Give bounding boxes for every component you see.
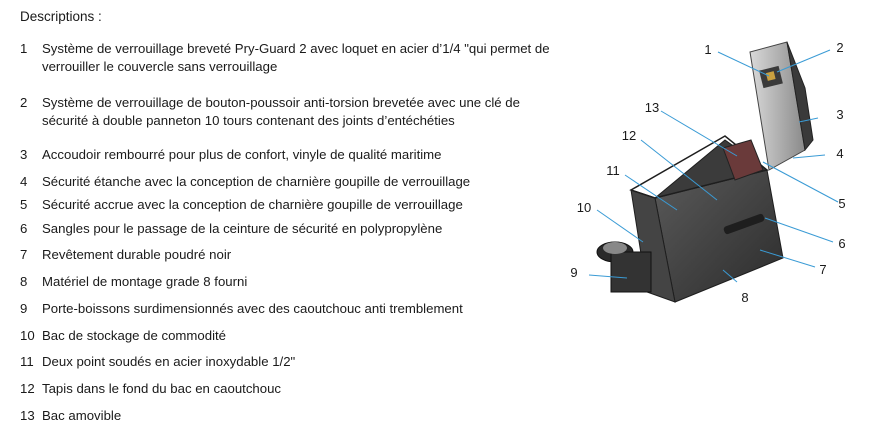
callout-8: 8 — [741, 290, 749, 305]
item-text: Bac amovible — [42, 408, 122, 423]
item-number: 12 — [20, 381, 35, 396]
item-number: 13 — [20, 408, 35, 423]
item-number: 7 — [20, 247, 28, 262]
callout-12: 12 — [621, 128, 637, 143]
item-text: Sangles pour le passage de la ceinture de sécurité en polypropylène — [42, 221, 443, 236]
lid — [750, 42, 805, 170]
callout-5: 5 — [838, 196, 846, 211]
item-number: 2 — [20, 95, 28, 110]
item-text: Bac de stockage de commodité — [42, 328, 226, 343]
item-number: 11 — [20, 354, 34, 369]
item-number: 1 — [20, 41, 28, 56]
item-text: Accoudoir rembourré pour plus de confort, vinyle de qualité maritime — [42, 147, 442, 162]
item-number: 8 — [20, 274, 28, 289]
callout-1: 1 — [704, 42, 712, 57]
item-number: 4 — [20, 174, 28, 189]
item-text: Tapis dans le fond du bac en caoutchouc — [42, 381, 282, 396]
item-text: Revêtement durable poudré noir — [42, 247, 232, 262]
item-text: Matériel de montage grade 8 fourni — [42, 274, 248, 289]
callout-6: 6 — [838, 236, 846, 251]
cup-holder-ring — [603, 242, 627, 254]
item-text: Sécurité étanche avec la conception de charnière goupille de verrouillage — [42, 174, 471, 189]
item-number: 9 — [20, 301, 28, 316]
item-text: Sécurité accrue avec la conception de charnière goupille de verrouillage — [42, 197, 463, 212]
callout-9: 9 — [570, 265, 578, 280]
item-text: Système de verrouillage de bouton-poussoir anti-torsion brevetée avec une clé de sécurité à double panneton 10 tours contenant des joints d’entéchéties — [42, 95, 520, 128]
item-number: 10 — [20, 328, 35, 343]
callout-11: 11 — [606, 163, 620, 178]
cup-holder-base — [611, 252, 651, 292]
callout-13: 13 — [644, 100, 660, 115]
callout-7: 7 — [819, 262, 827, 277]
item-number: 5 — [20, 197, 28, 212]
descriptions-heading: Descriptions : — [20, 9, 102, 24]
callout-3: 3 — [836, 107, 844, 122]
item-text: Deux point soudés en acier inoxydable 1/2" — [42, 354, 296, 369]
item-number: 3 — [20, 147, 28, 162]
callout-4: 4 — [836, 146, 844, 161]
callout-2: 2 — [836, 40, 844, 55]
callout-10: 10 — [576, 200, 592, 215]
item-number: 6 — [20, 221, 28, 236]
item-text: Système de verrouillage breveté Pry-Guard 2 avec loquet en acier d’1/4 "qui permet de verrouiller le couvercle sans verrouillage — [42, 41, 550, 74]
item-text: Porte-boissons surdimensionnés avec des caoutchouc anti tremblement — [42, 301, 463, 316]
